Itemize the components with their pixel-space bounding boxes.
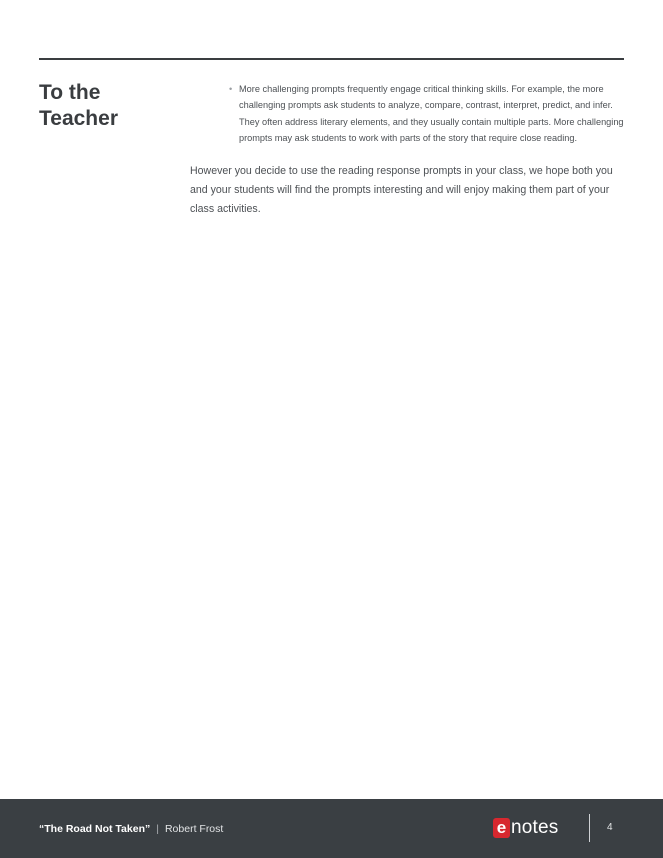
bullet-list bbox=[229, 81, 624, 147]
bullet-text: More challenging prompts frequently engage critical thinking skills. For example, the more challenging prompts ask students to analyze, compare, contrast, interpret, predict, and infer. They often address literary elements, and they usually contain multiple parts. More challenging prompts may ask students to work with parts of the story that require close reading. bbox=[239, 84, 624, 144]
logo-e-icon: e bbox=[493, 818, 510, 838]
footer-book-title: “The Road Not Taken” bbox=[39, 823, 151, 835]
footer-author: Robert Frost bbox=[164, 823, 224, 835]
footer-separator: | bbox=[156, 823, 159, 835]
page-footer bbox=[0, 799, 663, 858]
top-divider bbox=[39, 58, 624, 60]
page-number: 4 bbox=[607, 822, 613, 833]
section-title-line1: To the bbox=[39, 81, 101, 104]
enotes-logo bbox=[493, 816, 558, 840]
footer-divider bbox=[589, 814, 590, 842]
section-title-line2: Teacher bbox=[39, 107, 118, 130]
bullet-icon: • bbox=[229, 84, 233, 94]
list-item bbox=[229, 81, 624, 147]
logo-wordmark: notes bbox=[511, 817, 559, 838]
footer-title bbox=[39, 823, 223, 835]
section-title bbox=[39, 80, 179, 132]
closing-paragraph: However you decide to use the reading response prompts in your class, we hope both you and your students will find the prompts interesting and will enjoy making them part of your class activities. bbox=[190, 165, 613, 215]
